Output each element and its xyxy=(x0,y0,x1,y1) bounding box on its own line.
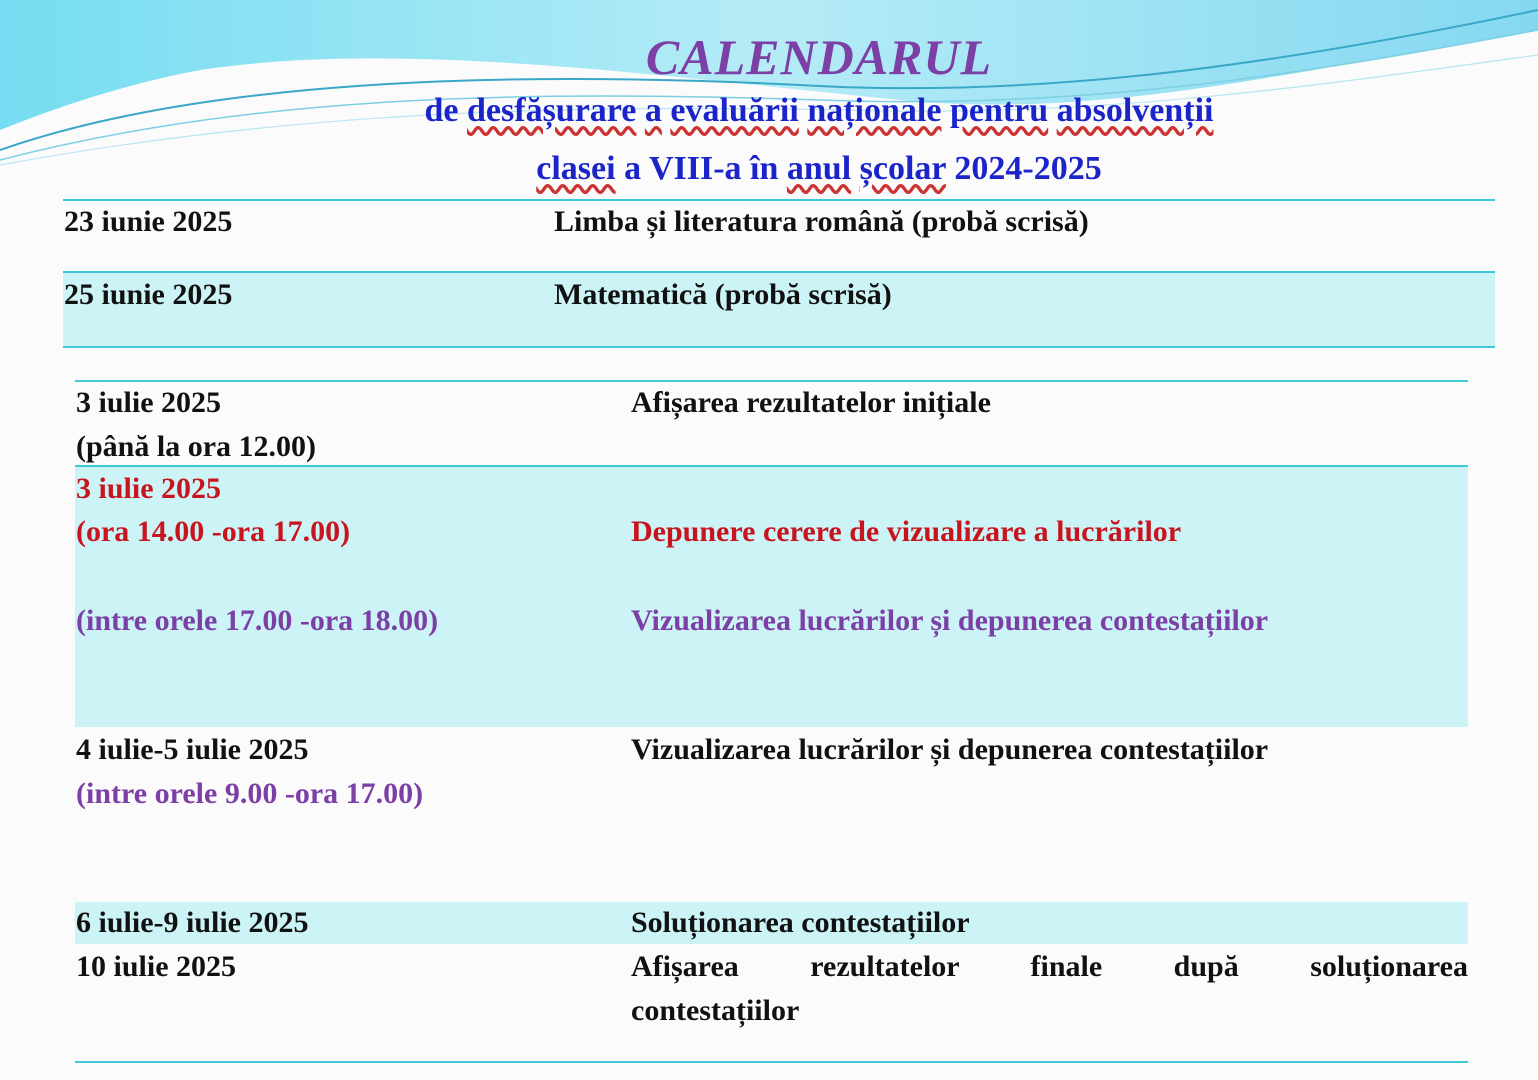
subtitle-word: pentru xyxy=(949,92,1049,129)
subtitle-word: a xyxy=(644,92,662,129)
table-divider xyxy=(75,465,1468,467)
page-title: CALENDARUL xyxy=(645,29,993,85)
subtitle-word: anul xyxy=(786,150,852,187)
row-date-note: (până la ora 12.00) xyxy=(76,430,316,463)
table-divider xyxy=(75,1061,1468,1063)
row-time: (intre orele 17.00 -ora 18.00) xyxy=(76,604,439,637)
row-activity-line: Afișarea rezultatelor finale după soluționarea xyxy=(631,950,1468,983)
row-activity: Limba și literatura română (probă scrisă) xyxy=(554,205,1089,238)
row-activity: Soluționarea contestațiilor xyxy=(631,906,970,939)
row-activity: Depunere cerere de vizualizare a lucrărilor xyxy=(631,515,1182,548)
row-date: 3 iulie 2025 xyxy=(76,472,222,505)
subtitle-word: de xyxy=(424,92,459,129)
row-time: (intre orele 9.00 -ora 17.00) xyxy=(76,777,424,810)
row-date: 4 iulie-5 iulie 2025 xyxy=(76,733,309,766)
row-date: 25 iunie 2025 xyxy=(64,278,233,311)
subtitle-word: școlar xyxy=(859,150,946,187)
subtitle-word: desfășurare xyxy=(467,92,637,129)
row-activity-line: contestațiilor xyxy=(631,994,800,1027)
row-activity xyxy=(631,945,1468,1033)
row-activity: Vizualizarea lucrărilor și depunerea contestațiilor xyxy=(631,604,1269,637)
row-date: 6 iulie-9 iulie 2025 xyxy=(76,906,309,939)
subtitle-line-2 xyxy=(0,150,1538,188)
row-time: (ora 14.00 -ora 17.00) xyxy=(76,515,351,548)
table-divider xyxy=(63,346,1495,348)
row-date: 10 iulie 2025 xyxy=(76,950,237,983)
row-activity: Vizualizarea lucrărilor și depunerea contestațiilor xyxy=(631,733,1269,766)
subtitle-word: naționale xyxy=(807,92,942,129)
row-activity: Afișarea rezultatelor inițiale xyxy=(631,386,991,419)
table-row-band xyxy=(75,466,1468,727)
row-date: 3 iulie 2025 xyxy=(76,386,222,419)
subtitle-line-1 xyxy=(0,92,1538,130)
row-activity: Matematică (probă scrisă) xyxy=(554,278,892,311)
subtitle-word: clasei xyxy=(536,150,616,187)
row-date: 23 iunie 2025 xyxy=(64,205,233,238)
subtitle-word: a VIII-a în xyxy=(624,150,779,187)
subtitle-word: 2024-2025 xyxy=(954,150,1102,187)
subtitle-word: evaluării xyxy=(670,92,799,129)
subtitle-word: absolvenții xyxy=(1056,92,1214,129)
